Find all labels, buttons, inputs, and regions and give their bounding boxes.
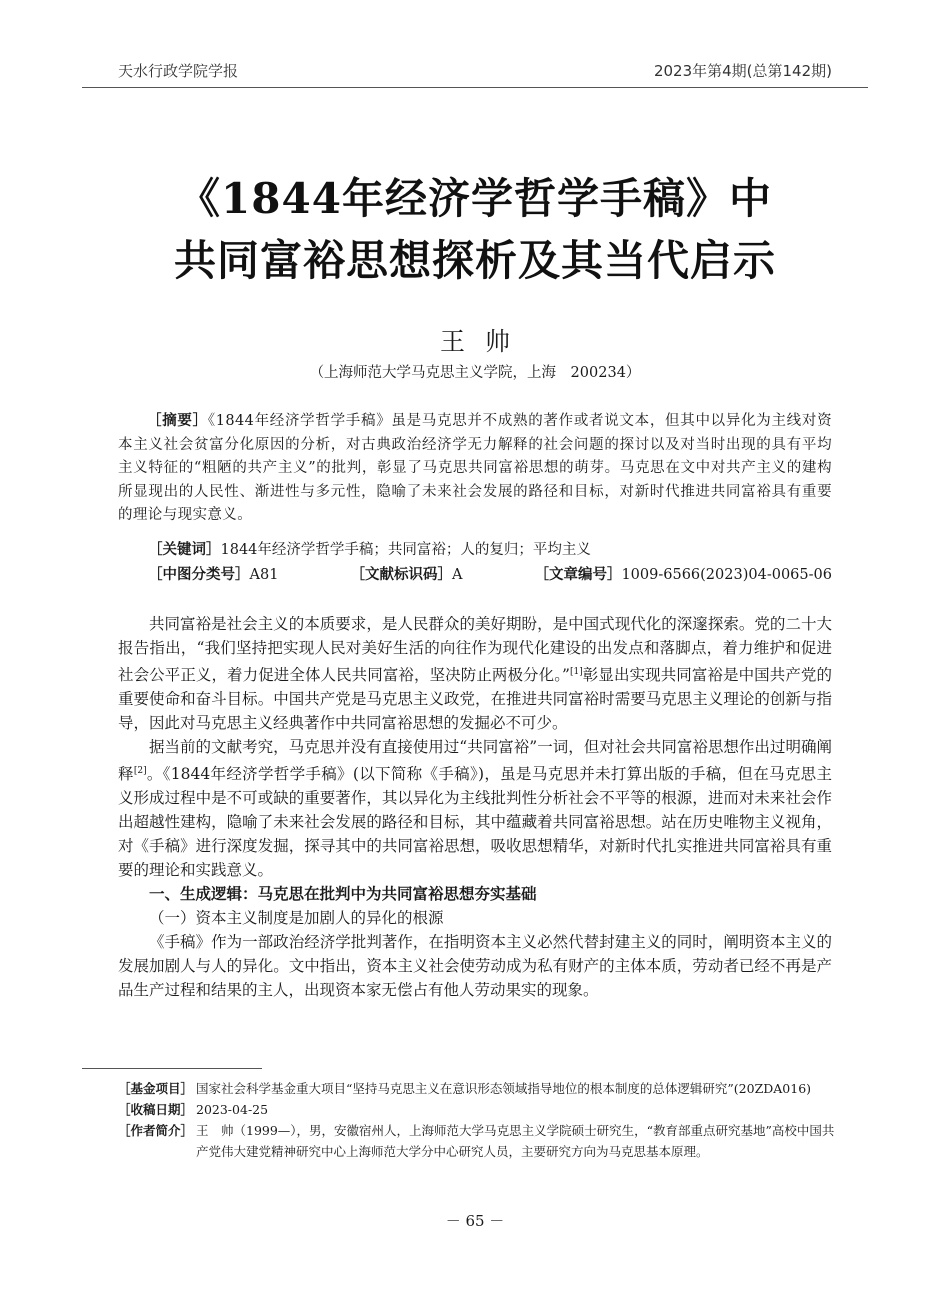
footnote-divider xyxy=(82,1068,262,1069)
article-title-line1: 《1844年经济学哲学手稿》中 xyxy=(178,174,772,223)
issue-info: 2023年第4期(总第142期) xyxy=(653,62,832,80)
article-title-line2: 共同富裕思想探析及其当代启示 xyxy=(173,236,776,285)
paragraph-text: 共同富裕是社会主义的本质要求，是人民群众的美好期盼，是中国式现代化的深邃探索。党的二十大报告指出，“我们坚持把实现人民对美好生活的向往作为现代化建设的出发点和落脚点，着力维护和促进社会公平正义，着力促进全体人民共同富裕，坚决防止两极分化。” xyxy=(118,615,832,685)
body-paragraph-2 xyxy=(118,735,832,882)
fund-text: 国家社会科学基金重大项目“坚持马克思主义在意识形态领域指导地位的根本制度的总体逻辑研究”(20ZDA016) xyxy=(196,1081,812,1096)
subsection-heading-1: （一）资本主义制度是加剧人的异化的根源 xyxy=(149,909,444,928)
doc-code xyxy=(350,563,462,584)
article-number-label: ［文章编号］ xyxy=(534,567,622,583)
paragraph-text: 。《1844年经济学哲学手稿》(以下简称《手稿》)，虽是马克思并未打算出版的手稿，但在马克思主义形成过程中是不可或缺的重要著作，其以异化为主线批判性分析社会不平等的根源，进而对未来社会作出超越性建构，隐喻了未来社会发展的路径和目标，其中蕴藏着共同富裕思想。站在历史唯物主义视角，对《手稿》进行深度发掘，探寻其中的共同富裕思想，吸收思想精华，对新时代扎实推进共同富裕具有重要的理论和实践意义。 xyxy=(118,765,832,880)
classification-row xyxy=(148,563,832,584)
footnote-received xyxy=(118,1099,838,1120)
page-number: － 65 － xyxy=(445,1212,505,1230)
received-date: 2023-04-25 xyxy=(196,1102,269,1117)
article-number xyxy=(534,563,832,584)
footnote-author-bio xyxy=(118,1120,838,1162)
article-number-value: 1009-6566(2023)04-0065-06 xyxy=(621,567,832,583)
citation-ref-1: [1] xyxy=(569,667,583,677)
fund-label: ［基金项目］ xyxy=(118,1081,194,1096)
paragraph-text: 据当前的文献考究，马克思并没有直接使用过“共同富裕”一词，但对社会共同富裕思想作出过明确阐释 xyxy=(118,738,832,784)
author-name: 王帅 xyxy=(439,327,530,356)
body-paragraph-3: 《手稿》作为一部政治经济学批判著作，在指明资本主义必然代替封建主义的同时，阐明资本主义的发展加剧人与人的异化。文中指出，资本主义社会使劳动成为私有财产的主体本质，劳动者已经不再是产品生产过程和结果的主人，出现资本家无偿占有他人劳动果实的现象。 xyxy=(118,933,832,1000)
bio-text: 王 帅（1999—），男，安徽宿州人，上海师范大学马克思主义学院硕士研究生，“教育部重点研究基地”高校中国共产党伟大建党精神研究中心上海师范大学分中心研究人员，主要研究方向为马克思基本原理。 xyxy=(196,1123,835,1159)
doc-label: ［文献标识码］ xyxy=(350,567,452,583)
paragraph-text: 彰显出实现共同富裕是中国共产党的重要使命和奋斗目标。中国共产党是马克思主义政党，在推进共同富裕时需要马克思主义理论的创新与指导，因此对马克思主义经典著作中共同富裕思想的发掘必不可少。 xyxy=(118,666,832,733)
journal-name: 天水行政学院学报 xyxy=(118,62,239,80)
footnote-fund xyxy=(118,1078,838,1099)
main-body xyxy=(118,612,832,1002)
clc-label: ［中图分类号］ xyxy=(148,567,250,583)
bio-label: ［作者简介］ xyxy=(118,1123,194,1138)
section-heading-1: 一、生成逻辑：马克思在批判中为共同富裕思想夯实基础 xyxy=(149,885,537,904)
body-paragraph-1 xyxy=(118,612,832,735)
abstract xyxy=(118,410,832,528)
clc-value: A81 xyxy=(249,567,279,583)
keywords-text: 1844年经济学哲学手稿；共同富裕；人的复归；平均主义 xyxy=(220,542,591,558)
doc-value: A xyxy=(451,567,463,583)
keywords xyxy=(148,538,591,559)
abstract-label: ［摘要］ xyxy=(147,413,208,429)
keywords-label: ［关键词］ xyxy=(148,542,221,558)
author-affiliation: （上海师范大学马克思主义学院，上海 200234） xyxy=(309,365,641,381)
footnotes xyxy=(118,1078,838,1162)
citation-ref-2: [2] xyxy=(133,766,147,777)
abstract-text: 《1844年经济学哲学手稿》虽是马克思并不成熟的著作或者说文本，但其中以异化为主线对资本主义社会贫富分化原因的分析，对古典政治经济学无力解释的社会问题的探讨以及对当时出现的具有平均主义特征的“粗陋的共产主义”的批判，彰显了马克思共同富裕思想的萌芽。马克思在文中对共产主义的建构所显现出的人民性、渐进性与多元性，隐喻了未来社会发展的路径和目标，对新时代推进共同富裕具有重要的理论与现实意义。 xyxy=(118,413,832,523)
clc-code xyxy=(148,563,278,584)
header-divider xyxy=(82,87,868,88)
received-label: ［收稿日期］ xyxy=(118,1102,194,1117)
